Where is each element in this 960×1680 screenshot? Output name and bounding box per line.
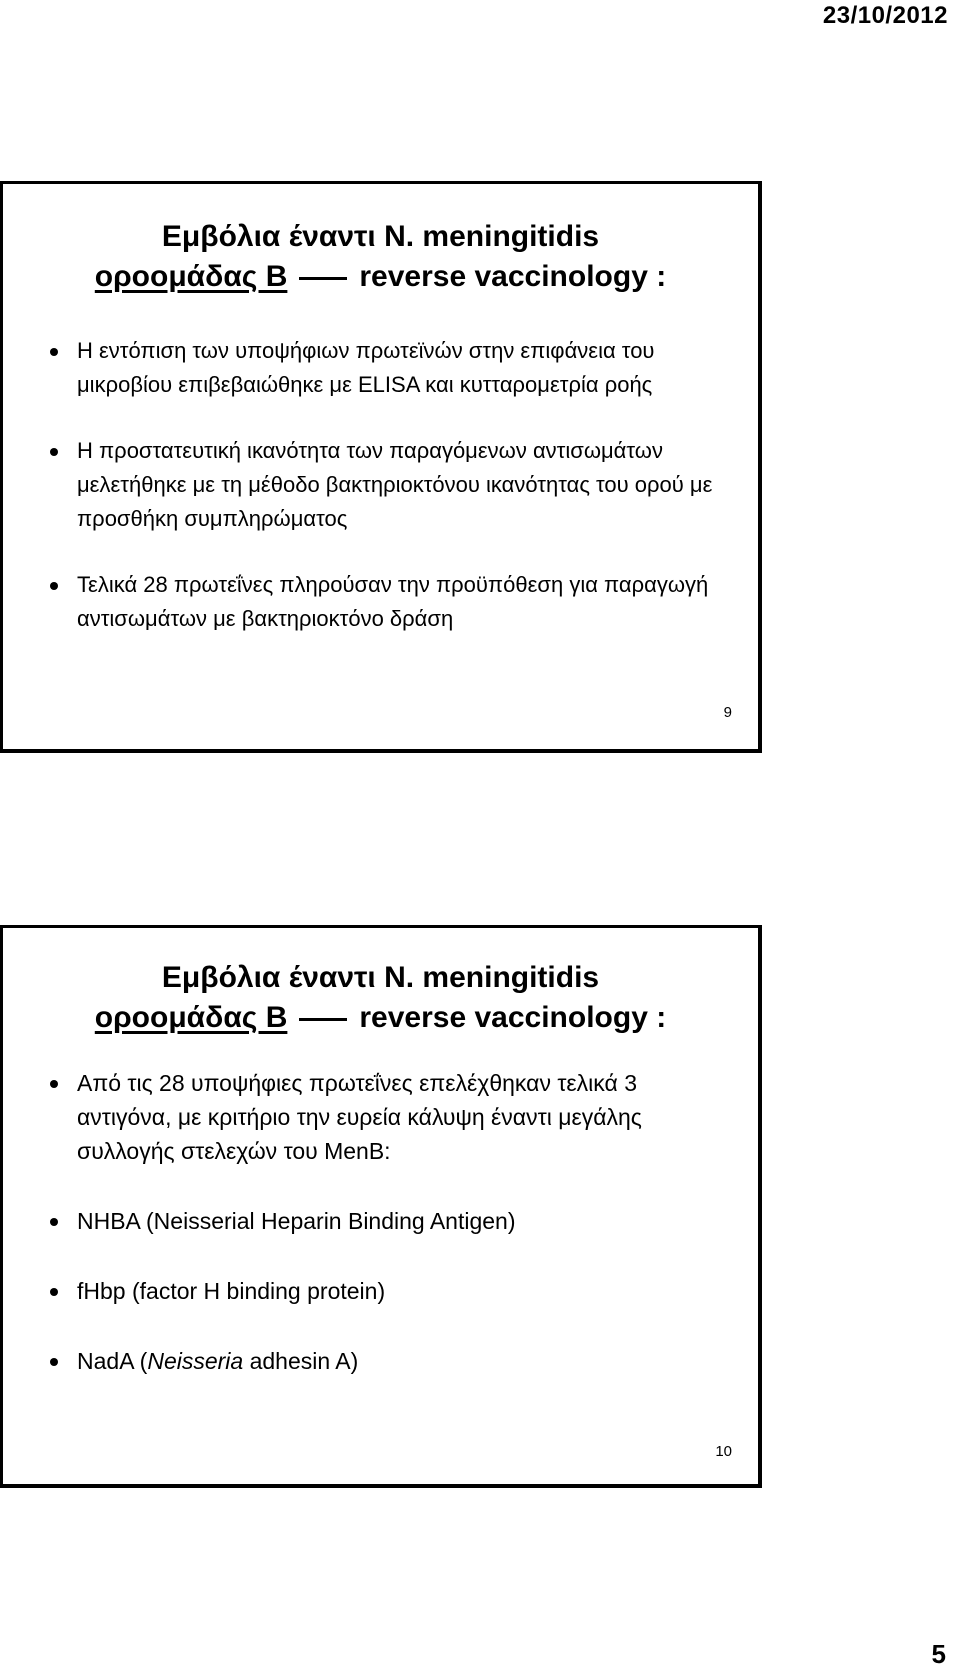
title-dash [299,277,347,280]
title-method: reverse vaccinology : [359,260,667,293]
list-item: Τελικά 28 πρωτεΐνες πληρούσαν την προϋπόθεση για παραγωγή αντισωμάτων με βακτηριοκτόνο δράση [3,568,758,636]
slide-10 [0,925,762,1488]
title-serogroup: οροομάδας B [94,260,288,293]
slide-title [3,958,758,1038]
title-method: reverse vaccinology : [359,1001,667,1034]
list-item: Η προστατευτική ικανότητα των παραγόμενων αντισωμάτων μελετήθηκε με τη μέθοδο βακτηριοκτόνου ικανότητας του ορού με προσθήκη συμπληρώματος [3,434,758,536]
slide-9 [0,181,762,753]
header-date: 23/10/2012 [822,2,948,29]
nada-suffix: adhesin A) [243,1348,359,1374]
list-item: NHBA (Neisserial Heparin Binding Antigen) [3,1204,758,1238]
nada-prefix: NadA ( [77,1348,148,1374]
title-line-2 [3,257,758,297]
slide-title [3,217,758,297]
title-line-2 [3,998,758,1038]
list-item: fHbp (factor H binding protein) [3,1274,758,1308]
list-item: Από τις 28 υποψήφιες πρωτεΐνες επελέχθηκαν τελικά 3 αντιγόνα, με κριτήριο την ευρεία κάλυψη έναντι μεγάλης συλλογής στελεχών του MenB: [3,1066,758,1168]
title-serogroup: οροομάδας B [94,1001,288,1034]
list-item [3,1344,758,1378]
bullet-list [3,334,758,668]
bullet-list [3,1066,758,1414]
title-line-1: Εμβόλια έναντι N. meningitidis [161,961,600,994]
document-page-number: 5 [931,1639,946,1669]
slide-page-number: 9 [723,704,732,721]
list-item: Η εντόπιση των υποψήφιων πρωτεϊνών στην επιφάνεια του μικροβίου επιβεβαιώθηκε με ELISA και κυτταρομετρία ροής [3,334,758,402]
title-line-1: Εμβόλια έναντι N. meningitidis [161,220,600,253]
slide-page-number: 10 [715,1443,732,1460]
nada-genus: Neisseria [147,1348,244,1374]
title-dash [299,1018,347,1021]
